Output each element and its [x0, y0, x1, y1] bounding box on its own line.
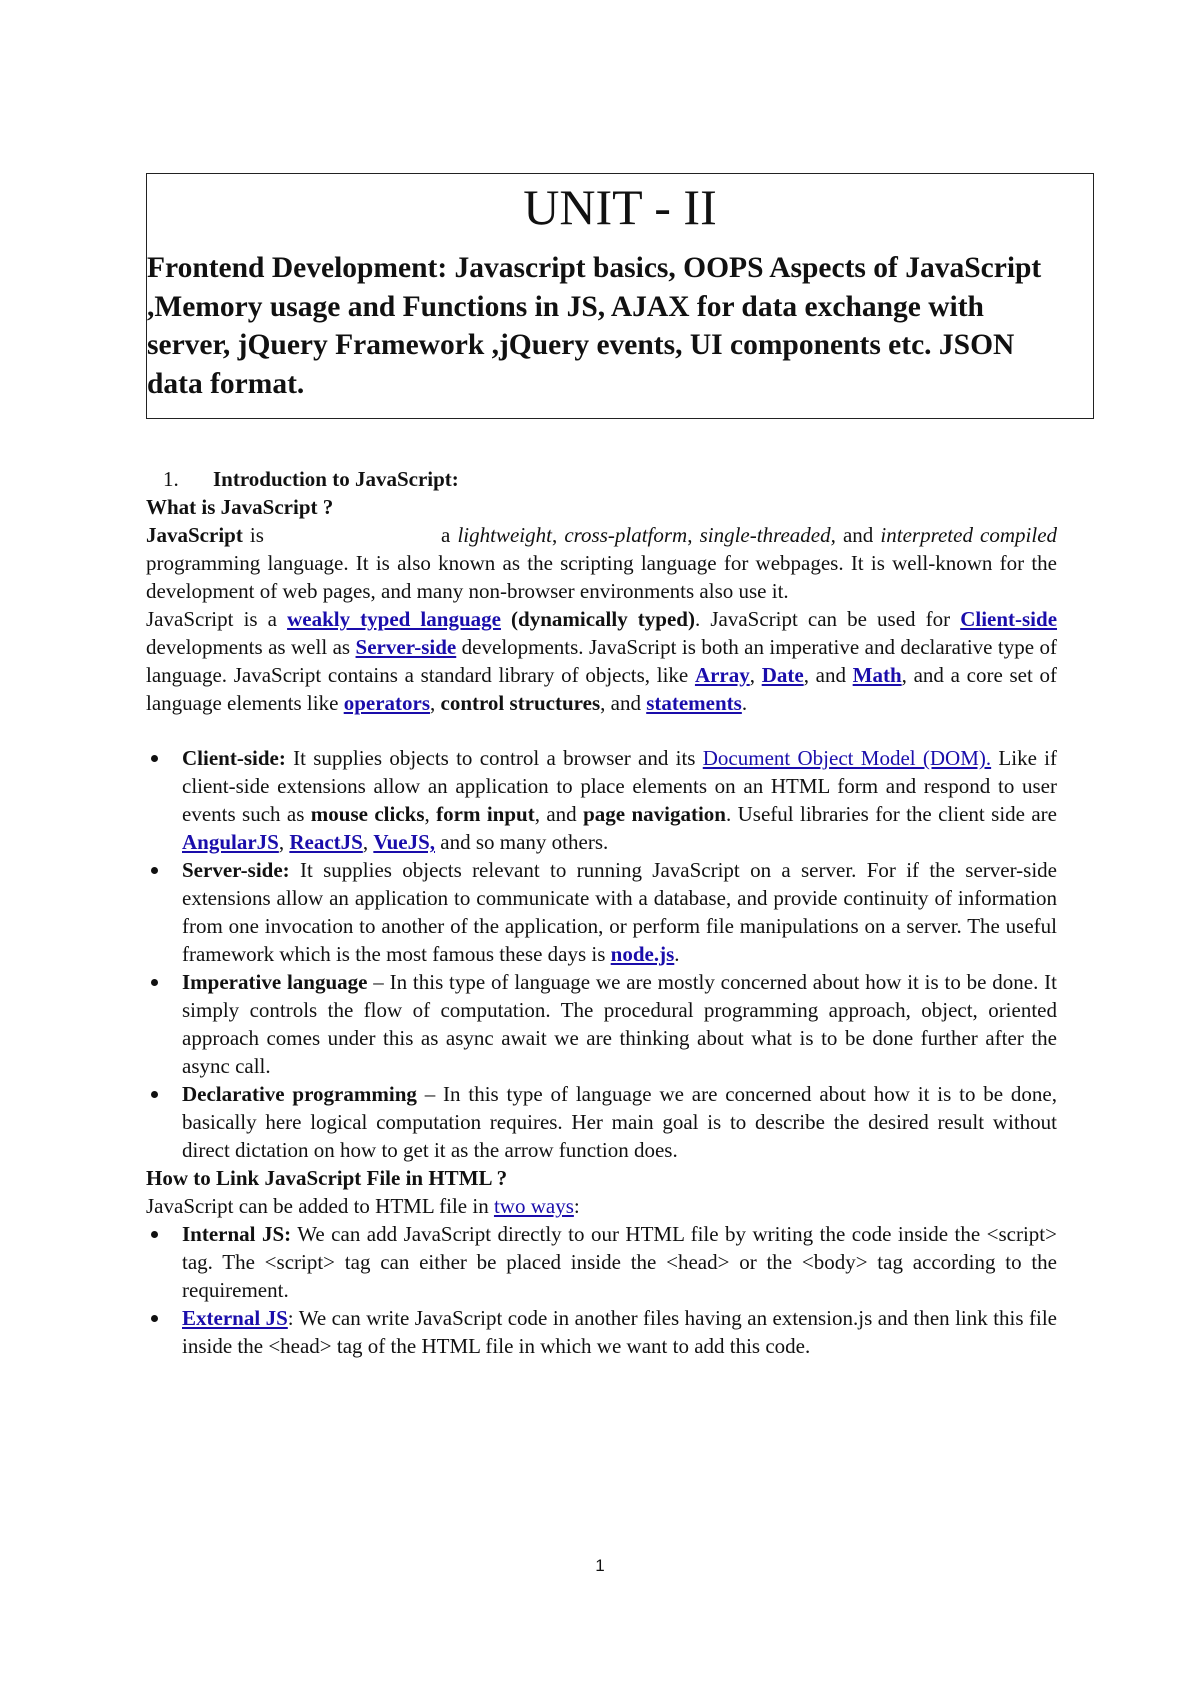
- bullet-label: Internal JS:: [182, 1222, 292, 1246]
- link-weakly-typed[interactable]: weakly typed language: [287, 607, 501, 631]
- text: ,: [687, 523, 700, 547]
- text: ,: [362, 830, 374, 854]
- list-item-client-side: [146, 744, 1057, 856]
- page-number: 1: [595, 1556, 605, 1575]
- unit-title: UNIT - II: [523, 179, 717, 235]
- term-cross-platform: cross-platform: [564, 523, 688, 547]
- link-statements[interactable]: statements: [646, 691, 742, 715]
- bullet-label: Server-side:: [182, 858, 290, 882]
- list-item-imperative: [146, 968, 1057, 1080]
- text: :: [573, 1194, 580, 1218]
- link-math[interactable]: Math: [852, 663, 902, 687]
- text: , and: [803, 663, 853, 687]
- term-page-navigation: page navigation: [583, 802, 726, 826]
- term-mouse-clicks: mouse clicks: [310, 802, 425, 826]
- intro-paragraph: [146, 521, 1057, 605]
- text: It supplies objects relevant to running JavaScript on a server. For if the server-side extensions allow an application to communicate with a database, and provide continuity of information from one invocation to another of the application, or perform file manipulations on a server. The useful framework which is the most famous these days is: [182, 858, 1057, 966]
- text: .: [674, 942, 680, 966]
- text: – In this type of language we are concerned about how it is to be done, basically here logical computation requires. Her main goal is to describe the desired result without direct dictation on how to get it as the arrow function does.: [182, 1082, 1057, 1162]
- text: , and: [600, 691, 647, 715]
- term-form-input: form input: [436, 802, 535, 826]
- text: Like if client-side extensions allow an application to place elements on an HTML form and respond to user events such as: [182, 746, 1058, 826]
- text: and so many others.: [435, 830, 609, 854]
- section-title: Introduction to JavaScript:: [213, 467, 459, 491]
- text: ,: [749, 663, 762, 687]
- text: is: [242, 523, 272, 547]
- term-javascript: JavaScript: [146, 523, 243, 547]
- text: developments as well as: [146, 635, 356, 659]
- bullet-label: Imperative language: [182, 970, 368, 994]
- text: . Useful libraries for the client side are: [726, 802, 1057, 826]
- list-item-server-side: [146, 856, 1057, 968]
- link-methods-list: [146, 1220, 1057, 1360]
- section-number: 1.: [163, 467, 179, 491]
- link-js-heading: How to Link JavaScript File in HTML ?: [146, 1166, 508, 1190]
- link-dom[interactable]: Document Object Model (DOM).: [702, 746, 992, 770]
- text: ,: [424, 802, 437, 826]
- section-heading: [146, 465, 1057, 493]
- term-control-structures: control structures: [440, 691, 601, 715]
- main-content: [146, 465, 1057, 1360]
- spacer: [146, 717, 1057, 744]
- link-vuejs[interactable]: VueJS,: [373, 830, 436, 854]
- link-array[interactable]: Array: [694, 663, 750, 687]
- term-single-threaded: single-threaded,: [699, 523, 836, 547]
- text: JavaScript is a: [146, 607, 288, 631]
- link-two-ways[interactable]: two ways: [493, 1194, 574, 1218]
- unit-header-box: [146, 173, 1094, 419]
- text: . JavaScript can be used for: [694, 607, 961, 631]
- text: a: [441, 523, 458, 547]
- term-lightweight: lightweight: [457, 523, 552, 547]
- text: , and a core set of language elements like: [146, 663, 1057, 715]
- text: ,: [430, 691, 441, 715]
- what-is-js-heading: What is JavaScript ?: [146, 495, 334, 519]
- text: It supplies objects to control a browser and its: [285, 746, 703, 770]
- term-dynamically-typed: (dynamically typed): [511, 607, 695, 631]
- unit-subtitle: Frontend Development: Javascript basics, OOPS Aspects of JavaScript ,Memory usage and Functions in JS, AJAX for data exchange with server, jQuery Framework ,jQuery events, UI components etc. JSON data format.: [147, 252, 1042, 400]
- link-angularjs[interactable]: AngularJS: [182, 830, 279, 854]
- text: , and: [534, 802, 584, 826]
- text: – In this type of language we are mostly concerned about how it is to be done. It simply controls the flow of computation. The procedural programming approach, object, oriented approach comes under this as async await we are thinking about what is to be done further after the async call.: [182, 970, 1057, 1078]
- text: developments. JavaScript is both an imperative and declarative type of language. JavaScript contains a standard library of objects, like: [146, 635, 1058, 687]
- list-item-declarative: [146, 1080, 1057, 1164]
- link-nodejs[interactable]: node.js: [610, 942, 675, 966]
- js-types-list: [146, 744, 1057, 1164]
- link-server-side[interactable]: Server-side: [355, 635, 457, 659]
- text: : We can write JavaScript code in another files having an extension.js and then link this file inside the <head> tag of the HTML file in which we want to add this code.: [182, 1306, 1057, 1358]
- link-external-js[interactable]: External JS: [182, 1306, 288, 1330]
- text: JavaScript can be added to HTML file in: [146, 1194, 494, 1218]
- term-interpreted: interpreted compiled: [880, 523, 1058, 547]
- link-operators[interactable]: operators: [343, 691, 430, 715]
- text: [501, 607, 511, 631]
- link-date[interactable]: Date: [761, 663, 804, 687]
- text: We can add JavaScript directly to our HTML file by writing the code inside the <script> tag. The <script> tag can either be placed inside the <head> or the <body> tag according to the requirement.: [182, 1222, 1057, 1302]
- text: programming language. It is also known as the scripting language for webpages. It is well-known for the development of web pages, and many non-browser environments also use it.: [146, 551, 1057, 603]
- link-js-intro: [146, 1192, 1057, 1220]
- text: and: [835, 523, 881, 547]
- text: .: [741, 691, 748, 715]
- link-reactjs[interactable]: ReactJS: [289, 830, 363, 854]
- bullet-label: Client-side:: [182, 746, 286, 770]
- bullet-label: Declarative programming: [182, 1082, 417, 1106]
- list-item-internal-js: [146, 1220, 1057, 1304]
- typing-paragraph: [146, 605, 1057, 717]
- text: ,: [278, 830, 290, 854]
- link-client-side[interactable]: Client-side: [960, 607, 1058, 631]
- text: ,: [551, 523, 565, 547]
- list-item-external-js: [146, 1304, 1057, 1360]
